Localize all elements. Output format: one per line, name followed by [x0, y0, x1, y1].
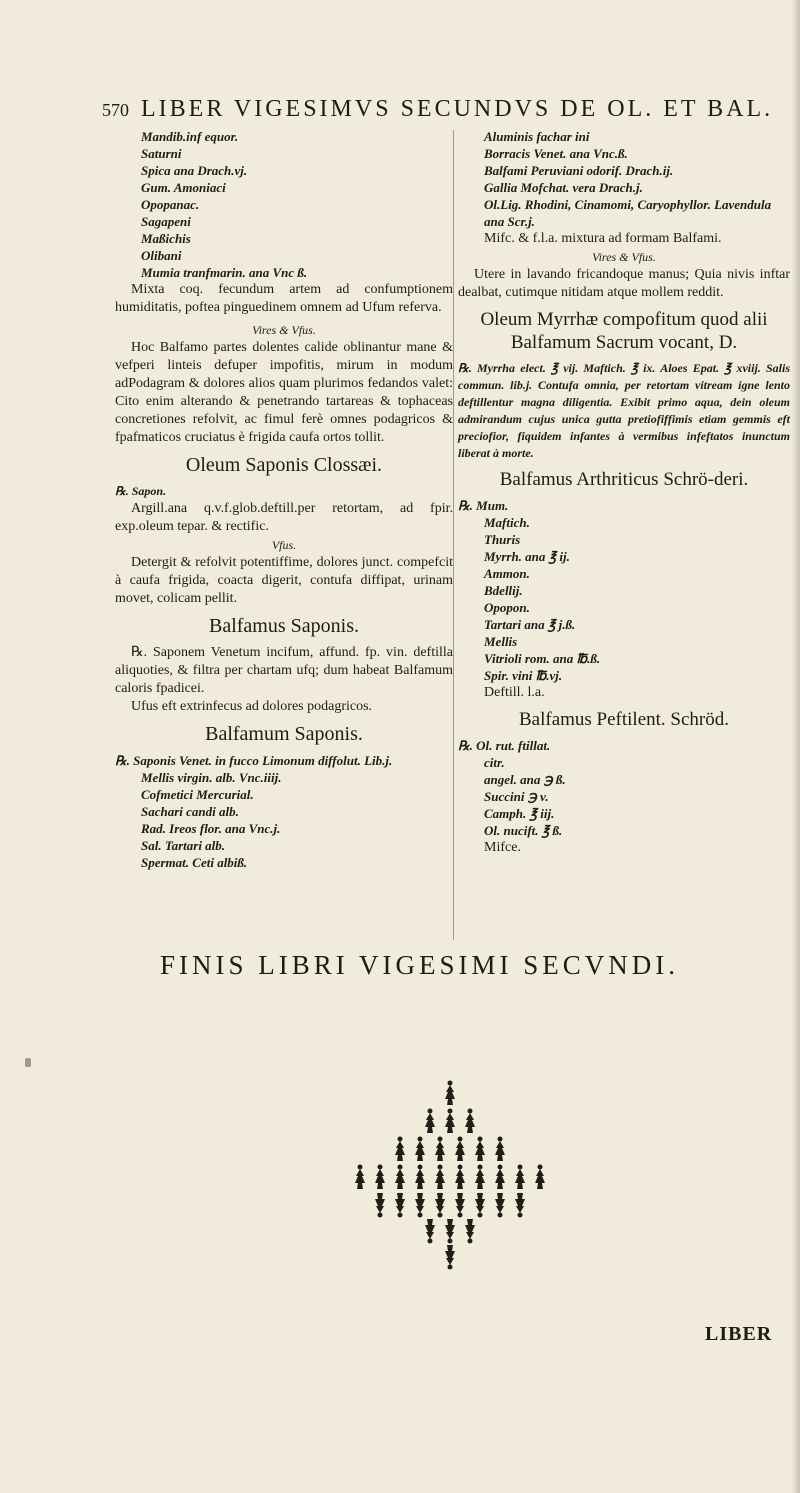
paragraph: Hoc Balfamo partes dolentes calide oblinantur mane & vefperi linteis defuper impofitis, mirum in modum adPodagram & dolores alios quam plurimos fedandos valet: Cito enim alterando & penetrando tartareas & tophaceas concretiones refolvit, ac fimul ferè omnes podagricos & fpafmaticos cruciatus è frigida caufa ortos tollit.	[115, 340, 453, 445]
section-heading: Oleum Myrrhæ compofitum quod alii Balfamum Sacrum vocant, D.	[480, 309, 768, 353]
recipe-line: Sagapeni	[141, 214, 191, 229]
subheading: Vires & Vfus.	[252, 323, 316, 337]
recipe-line: Ol.Lig. Rhodini, Cinamomi, Caryophyllor. Lavendula ana Scr.j.	[484, 197, 772, 229]
section-heading: Balfamus Saponis.	[209, 615, 359, 637]
recipe-line: citr.	[484, 755, 505, 770]
recipe-line: Spir. vini ℔.vj.	[484, 668, 563, 683]
paragraph: Mifce.	[484, 840, 521, 855]
recipe-line: Myrrh. ana ℥ ij.	[484, 549, 570, 564]
recipe-line: Ammon.	[484, 566, 530, 581]
recipe-paragraph: ℞. Myrrha elect. ℥ vij. Maftich. ℥ ix. Aloes Epat. ℥ xviij. Salis commun. lib.j. Contufa omnia, per retortam vitream igne lento deftillentur magna diligentia. Exibit primo aqua, dein oleum admirandum cujus unica gutta pretiofiffimis etiam gemmis eft preciofior, fiquidem infantes à vermibus infeftatos inunctum liberat à morte.	[458, 361, 790, 460]
recipe-line: Borracis Venet. ana Vnc.ß.	[484, 146, 628, 161]
recipe-line: Opopanac.	[141, 197, 200, 212]
header-title: LIBER VIGESIMVS SECUNDVS DE OL. ET BAL.	[141, 96, 774, 122]
recipe-line: Cofmetici Mercurial.	[141, 787, 254, 802]
recipe-line: Spica ana Drach.vj.	[141, 163, 248, 178]
recipe-line: Sachari candi alb.	[141, 804, 239, 819]
recipe-line: ℞. Mum.	[458, 498, 509, 513]
subheading: Vfus.	[271, 538, 297, 552]
recipe-line: Camph. ℥ iij.	[484, 806, 555, 821]
paragraph: Ufus eft extrinfecus ad dolores podagricos.	[131, 699, 373, 714]
recipe-line: ℞. Saponis Venet. in fucco Limonum diffolut. Lib.j.	[115, 753, 393, 768]
page-edge-shadow	[792, 0, 800, 1493]
recipe-line: Sal. Tartari alb.	[141, 838, 226, 853]
fleuron-ornament-icon	[330, 1075, 570, 1275]
recipe-line: Saturni	[141, 146, 182, 161]
recipe-line: Opopon.	[484, 600, 530, 615]
recipe-line: Spermat. Ceti albiß.	[141, 855, 248, 870]
running-header	[102, 96, 792, 123]
page-number: 570	[102, 100, 129, 120]
recipe-line: ℞. Sapon.	[115, 484, 167, 498]
recipe-line: Rad. Ireos flor. ana Vnc.j.	[141, 821, 281, 836]
recipe-line: Mumia tranfmarin. ana Vnc ß.	[141, 265, 308, 280]
paragraph: Mixta coq. fecundum artem ad confumptionem humiditatis, poftea pinguedinem omnem ad Ufum referva.	[115, 282, 453, 315]
section-heading: Balfamus Peftilent. Schröd.	[518, 709, 730, 730]
section-heading: Balfamum Saponis.	[205, 723, 363, 745]
left-column	[115, 128, 453, 871]
paragraph: Argill.ana q.v.f.glob.deftill.per retortam, ad fpir. exp.oleum tepar. & rectific.	[115, 501, 453, 534]
recipe-line: Balfami Peruviani odorif. Drach.ij.	[484, 163, 674, 178]
paragraph: Deftill. l.a.	[484, 685, 545, 700]
ink-spot	[25, 1058, 31, 1067]
recipe-line: Gallia Mofchat. vera Drach.j.	[484, 180, 643, 195]
paragraph: Mifc. & f.l.a. mixtura ad formam Balfami.	[484, 231, 722, 246]
section-heading: Oleum Saponis Clossæi.	[185, 454, 383, 476]
recipe-line: Tartari ana ℥ j.ß.	[484, 617, 576, 632]
paragraph: Utere in lavando fricandoque manus; Quia nivis inftar dealbat, cutimque nitidam atque mollem reddit.	[458, 267, 790, 300]
recipe-line: ℞. Ol. rut. ftillat.	[458, 738, 551, 753]
recipe-line: Gum. Amoniaci	[141, 180, 226, 195]
recipe-line: Mandib.inf equor.	[141, 129, 239, 144]
subheading: Vires & Vfus.	[592, 250, 656, 264]
recipe-line: Vitrioli rom. ana ℔.ß.	[484, 651, 601, 666]
catchword: LIBER	[705, 1323, 773, 1345]
recipe-line: Maftich.	[484, 515, 530, 530]
section-heading: Balfamus Arthriticus Schrö-deri.	[499, 469, 749, 490]
finis-line: FINIS LIBRI VIGESIMI SECVNDI.	[160, 950, 680, 980]
recipe-line: Maßichis	[141, 231, 191, 246]
recipe-line: Bdellij.	[484, 583, 523, 598]
column-divider	[453, 130, 454, 940]
recipe-line: Mellis	[484, 634, 518, 649]
recipe-line: Mellis virgin. alb. Vnc.iiij.	[141, 770, 282, 785]
recipe-line: angel. ana ℈ ß.	[484, 772, 566, 787]
recipe-line: Succini ℈ v.	[484, 789, 549, 804]
paragraph: Detergit & refolvit potentiffime, dolores junct. compefcit à caufa frigida, coacta digerit, contufa diffipat, urinam movet, colicam pellit.	[115, 555, 453, 606]
recipe-line: Olibani	[141, 248, 182, 263]
recipe-line: Aluminis fachar ini	[484, 129, 590, 144]
recipe-line: Thuris	[484, 532, 521, 547]
recipe-line: Ol. nucift. ℥ ß.	[484, 823, 563, 838]
paragraph: ℞. Saponem Venetum incifum, affund. fp. vin. deftilla aliquoties, & filtra per chartam ufq; dum habeat Balfamum caloris fpadicei.	[115, 645, 453, 696]
right-column	[458, 128, 790, 857]
